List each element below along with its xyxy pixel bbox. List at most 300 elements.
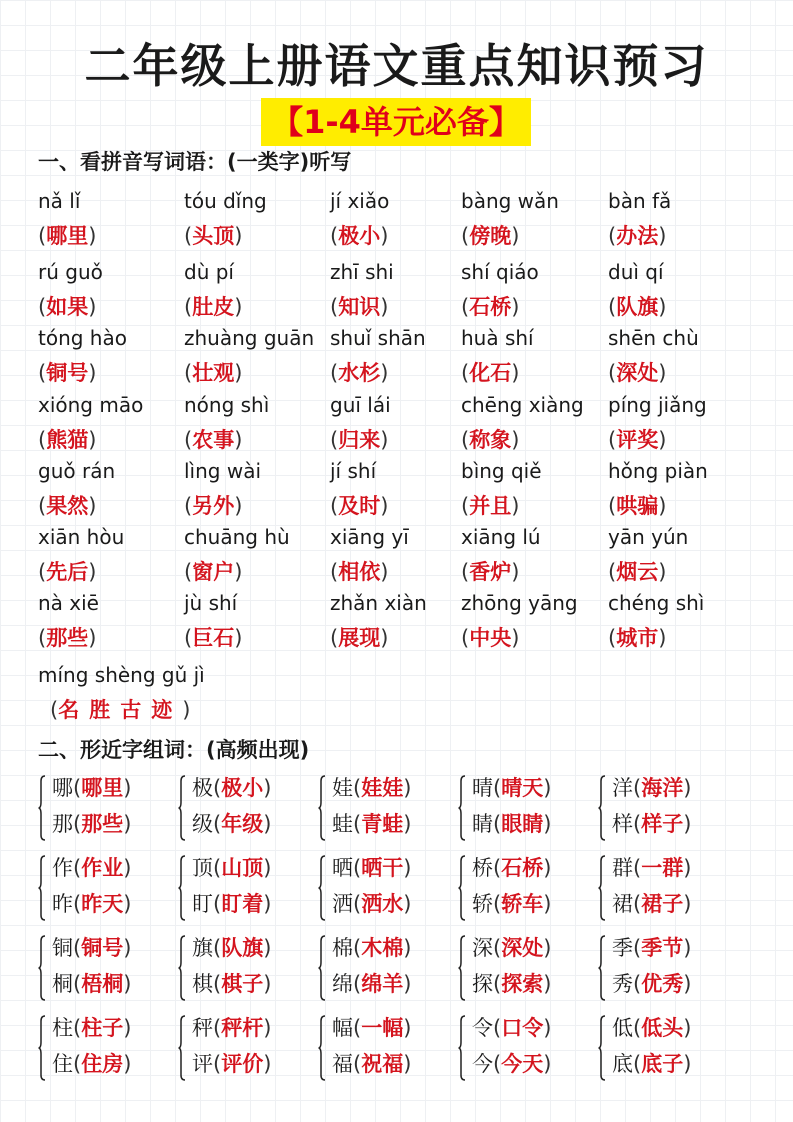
base-char: 秤	[192, 1016, 213, 1040]
word-cell	[38, 259, 188, 321]
char-pair-group	[318, 1013, 453, 1085]
word-cell	[330, 524, 480, 586]
char-pair-line	[612, 809, 691, 839]
compound-word: 年级	[221, 812, 264, 836]
compound-word: 海洋	[641, 776, 684, 800]
compound-word: 秤杆	[221, 1016, 264, 1040]
bracket-open: (	[184, 295, 193, 319]
base-char: 季	[612, 936, 633, 960]
answer-word: 哄骗	[616, 494, 659, 518]
bracket-open: (	[213, 972, 222, 996]
bracket-close: )	[234, 494, 243, 518]
char-pair-line	[52, 933, 131, 963]
answer-line	[461, 492, 611, 520]
base-char: 洋	[612, 776, 633, 800]
curly-brace-icon	[598, 855, 606, 921]
bracket-open: (	[353, 936, 362, 960]
bracket-open: (	[608, 295, 617, 319]
char-pair-line	[332, 853, 411, 883]
bracket-close: )	[234, 295, 243, 319]
word-cell	[608, 259, 758, 321]
compound-word: 祝福	[361, 1052, 404, 1076]
char-pair-line	[192, 969, 271, 999]
char-pair-group	[178, 1013, 313, 1085]
bracket-close: )	[263, 812, 272, 836]
base-char: 哪	[52, 776, 73, 800]
bracket-open: (	[213, 892, 222, 916]
word-cell	[461, 590, 611, 652]
compound-word: 眼睛	[501, 812, 544, 836]
bracket-open: (	[50, 698, 59, 722]
compound-word: 石桥	[501, 856, 544, 880]
bracket-close: )	[403, 776, 412, 800]
bracket-close: )	[403, 812, 412, 836]
compound-word: 绵羊	[361, 972, 404, 996]
char-pair-line	[472, 853, 551, 883]
base-char: 轿	[472, 892, 493, 916]
bracket-close: )	[263, 972, 272, 996]
answer-line	[184, 359, 334, 387]
answer-word: 化石	[469, 361, 512, 385]
bracket-close: )	[234, 224, 243, 248]
bracket-open: (	[38, 295, 47, 319]
bracket-open: (	[493, 1052, 502, 1076]
char-pair-line	[52, 889, 131, 919]
compound-word: 今天	[501, 1052, 544, 1076]
answer-word: 归来	[338, 428, 381, 452]
char-pair-line	[472, 809, 551, 839]
char-pair-line	[472, 773, 551, 803]
answer-word: 先后	[46, 560, 89, 584]
char-pair-line	[612, 773, 691, 803]
word-cell	[184, 325, 334, 387]
curly-brace-icon	[178, 935, 186, 1001]
base-char: 顶	[192, 856, 213, 880]
base-char: 秀	[612, 972, 633, 996]
pinyin-text: nà xiē	[38, 591, 99, 615]
pinyin-text: zhī shi	[330, 260, 394, 284]
word-cell	[38, 458, 188, 520]
answer-word: 傍晚	[469, 224, 512, 248]
char-pair-line	[192, 773, 271, 803]
compound-word: 评价	[221, 1052, 264, 1076]
answer-word: 相依	[338, 560, 381, 584]
char-pair-group	[318, 773, 453, 845]
pinyin-text: jí xiǎo	[330, 189, 390, 213]
compound-word: 裙子	[641, 892, 684, 916]
base-char: 娃	[332, 776, 353, 800]
bracket-close: )	[543, 972, 552, 996]
base-char: 群	[612, 856, 633, 880]
base-char: 今	[472, 1052, 493, 1076]
base-char: 低	[612, 1016, 633, 1040]
bracket-close: )	[403, 972, 412, 996]
base-char: 旗	[192, 936, 213, 960]
char-pair-group	[38, 773, 173, 845]
answer-word: 香炉	[469, 560, 512, 584]
bracket-close: )	[511, 626, 520, 650]
answer-word: 那些	[46, 626, 89, 650]
answer-word: 中央	[469, 626, 512, 650]
pinyin-text: xiāng yī	[330, 525, 409, 549]
bracket-open: (	[184, 560, 193, 584]
pinyin-text: chuāng hù	[184, 525, 290, 549]
section1-title: 一、看拼音写词语：(一类字)听写	[38, 150, 352, 174]
pinyin-text: dù pí	[184, 260, 234, 284]
compound-word: 优秀	[641, 972, 684, 996]
bracket-close: )	[683, 972, 692, 996]
word-cell	[330, 392, 480, 454]
bracket-open: (	[184, 626, 193, 650]
answer-word: 铜号	[46, 361, 89, 385]
bracket-open: (	[633, 1052, 642, 1076]
pinyin-text: rú guǒ	[38, 260, 103, 284]
word-cell	[461, 458, 611, 520]
answer-word: 展现	[338, 626, 381, 650]
pinyin-text: nǎ lǐ	[38, 189, 81, 213]
curly-brace-icon	[318, 935, 326, 1001]
word-cell	[38, 392, 188, 454]
bracket-close: )	[543, 936, 552, 960]
char-pair-group	[598, 933, 733, 1005]
answer-word: 另外	[192, 494, 235, 518]
curly-brace-icon	[598, 935, 606, 1001]
answer-word: 极小	[338, 224, 381, 248]
answer-word: 窗户	[192, 560, 235, 584]
char-pair-group	[458, 853, 593, 925]
base-char: 深	[472, 936, 493, 960]
pinyin-text: huà shí	[461, 326, 534, 350]
word-cell	[461, 259, 611, 321]
answer-line	[330, 624, 480, 652]
bracket-open: (	[353, 856, 362, 880]
char-pair-line	[472, 889, 551, 919]
bracket-close: )	[380, 295, 389, 319]
char-pair-line	[52, 1049, 131, 1079]
bracket-close: )	[263, 936, 272, 960]
answer-line	[608, 492, 758, 520]
bracket-close: )	[511, 494, 520, 518]
compound-word: 轿车	[501, 892, 544, 916]
compound-word: 梧桐	[81, 972, 124, 996]
bracket-close: )	[88, 361, 97, 385]
bracket-open: (	[633, 812, 642, 836]
answer-line	[330, 426, 480, 454]
base-char: 蛙	[332, 812, 353, 836]
bracket-open: (	[213, 1016, 222, 1040]
bracket-open: (	[461, 428, 470, 452]
bracket-open: (	[73, 1052, 82, 1076]
bracket-close: )	[123, 972, 132, 996]
curly-brace-icon	[458, 855, 466, 921]
char-pair-line	[52, 809, 131, 839]
bracket-close: )	[123, 1016, 132, 1040]
compound-word: 晴天	[501, 776, 544, 800]
bracket-open: (	[633, 856, 642, 880]
answer-word: 肚皮	[192, 295, 235, 319]
answer-word: 称象	[469, 428, 512, 452]
bracket-open: (	[353, 1052, 362, 1076]
bracket-close: )	[683, 776, 692, 800]
answer-line	[330, 359, 480, 387]
base-char: 桐	[52, 972, 73, 996]
char-pair-group	[38, 933, 173, 1005]
bracket-open: (	[493, 776, 502, 800]
curly-brace-icon	[38, 1015, 46, 1081]
word-cell	[38, 662, 298, 724]
base-char: 福	[332, 1052, 353, 1076]
compound-word: 哪里	[81, 776, 124, 800]
bracket-close: )	[543, 856, 552, 880]
char-pair-group	[598, 773, 733, 845]
bracket-open: (	[73, 892, 82, 916]
pinyin-text: shí qiáo	[461, 260, 539, 284]
pinyin-text: lìng wài	[184, 459, 262, 483]
compound-word: 晒干	[361, 856, 404, 880]
pinyin-text: yān yún	[608, 525, 689, 549]
base-char: 桥	[472, 856, 493, 880]
bracket-close: )	[123, 776, 132, 800]
bracket-close: )	[380, 560, 389, 584]
answer-word: 评奖	[616, 428, 659, 452]
bracket-open: (	[73, 1016, 82, 1040]
compound-word: 那些	[81, 812, 124, 836]
compound-word: 样子	[641, 812, 684, 836]
pinyin-text: guī lái	[330, 393, 391, 417]
compound-word: 木棉	[361, 936, 404, 960]
section2-title: 二、形近字组词：(高频出现)	[38, 738, 310, 762]
answer-line	[38, 293, 188, 321]
answer-word: 深处	[616, 361, 659, 385]
pinyin-text: míng shèng gǔ jì	[38, 663, 205, 687]
char-pair-line	[472, 933, 551, 963]
bracket-open: (	[73, 856, 82, 880]
bracket-close: )	[683, 892, 692, 916]
compound-word: 作业	[81, 856, 124, 880]
bracket-close: )	[234, 361, 243, 385]
compound-word: 青蛙	[361, 812, 404, 836]
word-cell	[330, 259, 480, 321]
answer-word: 巨石	[192, 626, 235, 650]
base-char: 铜	[52, 936, 73, 960]
char-pair-line	[332, 889, 411, 919]
char-pair-line	[332, 1013, 411, 1043]
bracket-open: (	[213, 936, 222, 960]
word-cell	[38, 524, 188, 586]
char-pair-line	[332, 969, 411, 999]
bracket-close: )	[403, 856, 412, 880]
bracket-close: )	[511, 224, 520, 248]
answer-word: 及时	[338, 494, 381, 518]
base-char: 评	[192, 1052, 213, 1076]
bracket-close: )	[182, 698, 191, 722]
pinyin-text: xióng māo	[38, 393, 144, 417]
answer-line	[461, 624, 611, 652]
pinyin-text: chēng xiàng	[461, 393, 584, 417]
base-char: 晒	[332, 856, 353, 880]
answer-line	[184, 492, 334, 520]
pinyin-text: nóng shì	[184, 393, 270, 417]
char-pair-line	[192, 809, 271, 839]
bracket-close: )	[88, 428, 97, 452]
base-char: 令	[472, 1016, 493, 1040]
compound-word: 队旗	[221, 936, 264, 960]
bracket-open: (	[38, 560, 47, 584]
answer-word: 石桥	[469, 295, 512, 319]
pinyin-text: hǒng piàn	[608, 459, 708, 483]
bracket-open: (	[213, 1052, 222, 1076]
pinyin-text: chéng shì	[608, 591, 705, 615]
answer-line	[608, 624, 758, 652]
char-pair-group	[598, 853, 733, 925]
bracket-close: )	[658, 224, 667, 248]
word-cell	[184, 524, 334, 586]
pinyin-text: xiāng lú	[461, 525, 541, 549]
word-cell	[38, 590, 188, 652]
compound-word: 娃娃	[361, 776, 404, 800]
base-char: 级	[192, 812, 213, 836]
char-pair-line	[612, 889, 691, 919]
curly-brace-icon	[178, 855, 186, 921]
bracket-open: (	[38, 494, 47, 518]
bracket-open: (	[330, 494, 339, 518]
bracket-close: )	[543, 812, 552, 836]
compound-word: 昨天	[81, 892, 124, 916]
word-cell	[330, 188, 480, 250]
bracket-open: (	[633, 1016, 642, 1040]
answer-word: 队旗	[616, 295, 659, 319]
answer-line	[608, 293, 758, 321]
answer-line	[608, 426, 758, 454]
bracket-close: )	[234, 428, 243, 452]
char-pair-group	[598, 1013, 733, 1085]
answer-word: 并且	[469, 494, 512, 518]
answer-line	[184, 624, 334, 652]
base-char: 底	[612, 1052, 633, 1076]
bracket-close: )	[511, 295, 520, 319]
pinyin-text: tóu dǐng	[184, 189, 267, 213]
answer-line	[38, 492, 188, 520]
bracket-open: (	[493, 856, 502, 880]
bracket-close: )	[123, 856, 132, 880]
curly-brace-icon	[38, 935, 46, 1001]
bracket-close: )	[263, 856, 272, 880]
base-char: 洒	[332, 892, 353, 916]
bracket-open: (	[633, 776, 642, 800]
word-cell	[608, 188, 758, 250]
char-pair-group	[178, 853, 313, 925]
word-cell	[184, 590, 334, 652]
pinyin-text: bàn fǎ	[608, 189, 672, 213]
bracket-close: )	[403, 1016, 412, 1040]
word-cell	[184, 188, 334, 250]
answer-line	[608, 359, 758, 387]
answer-line	[461, 558, 611, 586]
bracket-open: (	[633, 936, 642, 960]
curly-brace-icon	[178, 1015, 186, 1081]
answer-line	[330, 293, 480, 321]
bracket-open: (	[633, 972, 642, 996]
char-pair-group	[38, 1013, 173, 1085]
bracket-open: (	[633, 892, 642, 916]
char-pair-line	[52, 853, 131, 883]
bracket-open: (	[38, 428, 47, 452]
bracket-open: (	[184, 361, 193, 385]
compound-word: 洒水	[361, 892, 404, 916]
base-char: 盯	[192, 892, 213, 916]
bracket-close: )	[123, 936, 132, 960]
bracket-close: )	[658, 428, 667, 452]
bracket-close: )	[683, 936, 692, 960]
answer-word: 名胜古迹	[58, 698, 183, 722]
curly-brace-icon	[458, 1015, 466, 1081]
bracket-close: )	[683, 812, 692, 836]
answer-line	[330, 222, 480, 250]
compound-word: 山顶	[221, 856, 264, 880]
pinyin-text: zhuàng guān	[184, 326, 315, 350]
bracket-close: )	[380, 626, 389, 650]
char-pair-line	[332, 1049, 411, 1079]
bracket-open: (	[461, 494, 470, 518]
char-pair-line	[192, 933, 271, 963]
bracket-open: (	[73, 936, 82, 960]
compound-word: 低头	[641, 1016, 684, 1040]
base-char: 晴	[472, 776, 493, 800]
word-cell	[608, 524, 758, 586]
answer-word: 果然	[46, 494, 89, 518]
curly-brace-icon	[178, 775, 186, 841]
char-pair-line	[612, 1013, 691, 1043]
compound-word: 口令	[501, 1016, 544, 1040]
compound-word: 柱子	[81, 1016, 124, 1040]
char-pair-line	[472, 1013, 551, 1043]
char-pair-line	[332, 809, 411, 839]
bracket-close: )	[543, 1016, 552, 1040]
answer-line	[330, 492, 480, 520]
bracket-open: (	[353, 892, 362, 916]
bracket-close: )	[543, 776, 552, 800]
answer-word: 办法	[616, 224, 659, 248]
compound-word: 探索	[501, 972, 544, 996]
base-char: 那	[52, 812, 73, 836]
char-pair-line	[52, 773, 131, 803]
pinyin-text: bìng qiě	[461, 459, 542, 483]
bracket-open: (	[73, 972, 82, 996]
char-pair-line	[192, 889, 271, 919]
compound-word: 住房	[81, 1052, 124, 1076]
pinyin-text: tóng hào	[38, 326, 127, 350]
pinyin-text: guǒ rán	[38, 459, 116, 483]
bracket-open: (	[330, 224, 339, 248]
bracket-close: )	[658, 626, 667, 650]
char-pair-line	[612, 969, 691, 999]
base-char: 住	[52, 1052, 73, 1076]
bracket-close: )	[88, 224, 97, 248]
word-cell	[461, 325, 611, 387]
subtitle-badge: 【1-4单元必备】	[261, 98, 531, 146]
curly-brace-icon	[458, 775, 466, 841]
bracket-close: )	[543, 892, 552, 916]
base-char: 裙	[612, 892, 633, 916]
base-char: 昨	[52, 892, 73, 916]
bracket-open: (	[38, 224, 47, 248]
char-pair-line	[472, 969, 551, 999]
curly-brace-icon	[318, 1015, 326, 1081]
base-char: 样	[612, 812, 633, 836]
bracket-close: )	[511, 428, 520, 452]
bracket-open: (	[330, 428, 339, 452]
bracket-open: (	[353, 776, 362, 800]
